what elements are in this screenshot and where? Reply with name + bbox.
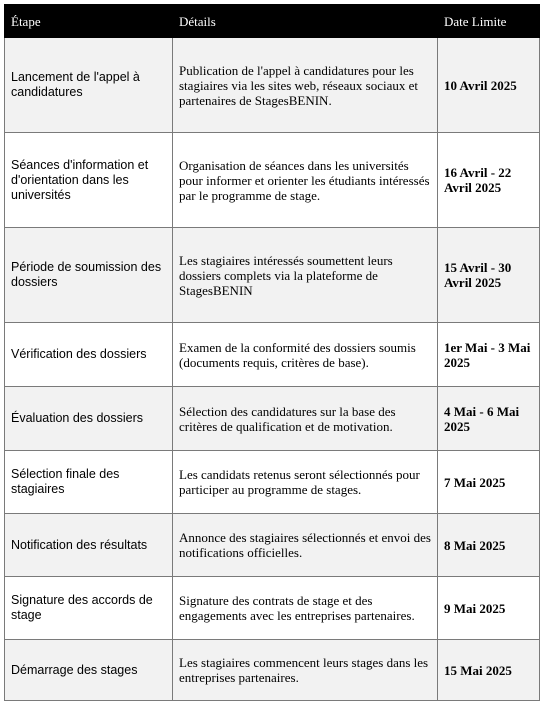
- date-cell: 1er Mai - 3 Mai 2025: [438, 323, 540, 387]
- details-cell: Examen de la conformité des dossiers soumis (documents requis, critères de base).: [173, 323, 438, 387]
- details-cell: Organisation de séances dans les universités pour informer et orienter les étudiants intéressés par le programme de stage.: [173, 133, 438, 228]
- details-cell: Signature des contrats de stage et des engagements avec les entreprises partenaires.: [173, 577, 438, 640]
- date-cell: 10 Avril 2025: [438, 38, 540, 133]
- details-cell: Les stagiaires intéressés soumettent leurs dossiers complets via la plateforme de StagesBENIN: [173, 228, 438, 323]
- table-row: [5, 228, 540, 323]
- step-cell: Signature des accords de stage: [5, 577, 173, 640]
- step-cell: Notification des résultats: [5, 514, 173, 577]
- header-step: Étape: [5, 5, 173, 38]
- date-cell: 4 Mai - 6 Mai 2025: [438, 387, 540, 451]
- date-cell: 16 Avril - 22 Avril 2025: [438, 133, 540, 228]
- step-cell: Vérification des dossiers: [5, 323, 173, 387]
- table-row: [5, 451, 540, 514]
- schedule-table: [4, 4, 540, 701]
- table-row: [5, 323, 540, 387]
- date-cell: 15 Mai 2025: [438, 640, 540, 701]
- date-cell: 7 Mai 2025: [438, 451, 540, 514]
- details-cell: Sélection des candidatures sur la base des critères de qualification et de motivation.: [173, 387, 438, 451]
- step-cell: Évaluation des dossiers: [5, 387, 173, 451]
- step-cell: Sélection finale des stagiaires: [5, 451, 173, 514]
- table-row: [5, 577, 540, 640]
- step-cell: Lancement de l'appel à candidatures: [5, 38, 173, 133]
- step-cell: Démarrage des stages: [5, 640, 173, 701]
- header-date: Date Limite: [438, 5, 540, 38]
- table-row: [5, 514, 540, 577]
- table-row: [5, 133, 540, 228]
- step-cell: Séances d'information et d'orientation dans les universités: [5, 133, 173, 228]
- details-cell: Publication de l'appel à candidatures pour les stagiaires via les sites web, réseaux sociaux et partenaires de StagesBENIN.: [173, 38, 438, 133]
- details-cell: Les candidats retenus seront sélectionnés pour participer au programme de stages.: [173, 451, 438, 514]
- date-cell: 15 Avril - 30 Avril 2025: [438, 228, 540, 323]
- details-cell: Annonce des stagiaires sélectionnés et envoi des notifications officielles.: [173, 514, 438, 577]
- date-cell: 9 Mai 2025: [438, 577, 540, 640]
- details-cell: Les stagiaires commencent leurs stages dans les entreprises partenaires.: [173, 640, 438, 701]
- header-details: Détails: [173, 5, 438, 38]
- table-row: [5, 38, 540, 133]
- table-row: [5, 387, 540, 451]
- date-cell: 8 Mai 2025: [438, 514, 540, 577]
- header-row: [5, 5, 540, 38]
- table-header: [5, 5, 540, 38]
- table-body: [5, 38, 540, 701]
- table-row: [5, 640, 540, 701]
- step-cell: Période de soumission des dossiers: [5, 228, 173, 323]
